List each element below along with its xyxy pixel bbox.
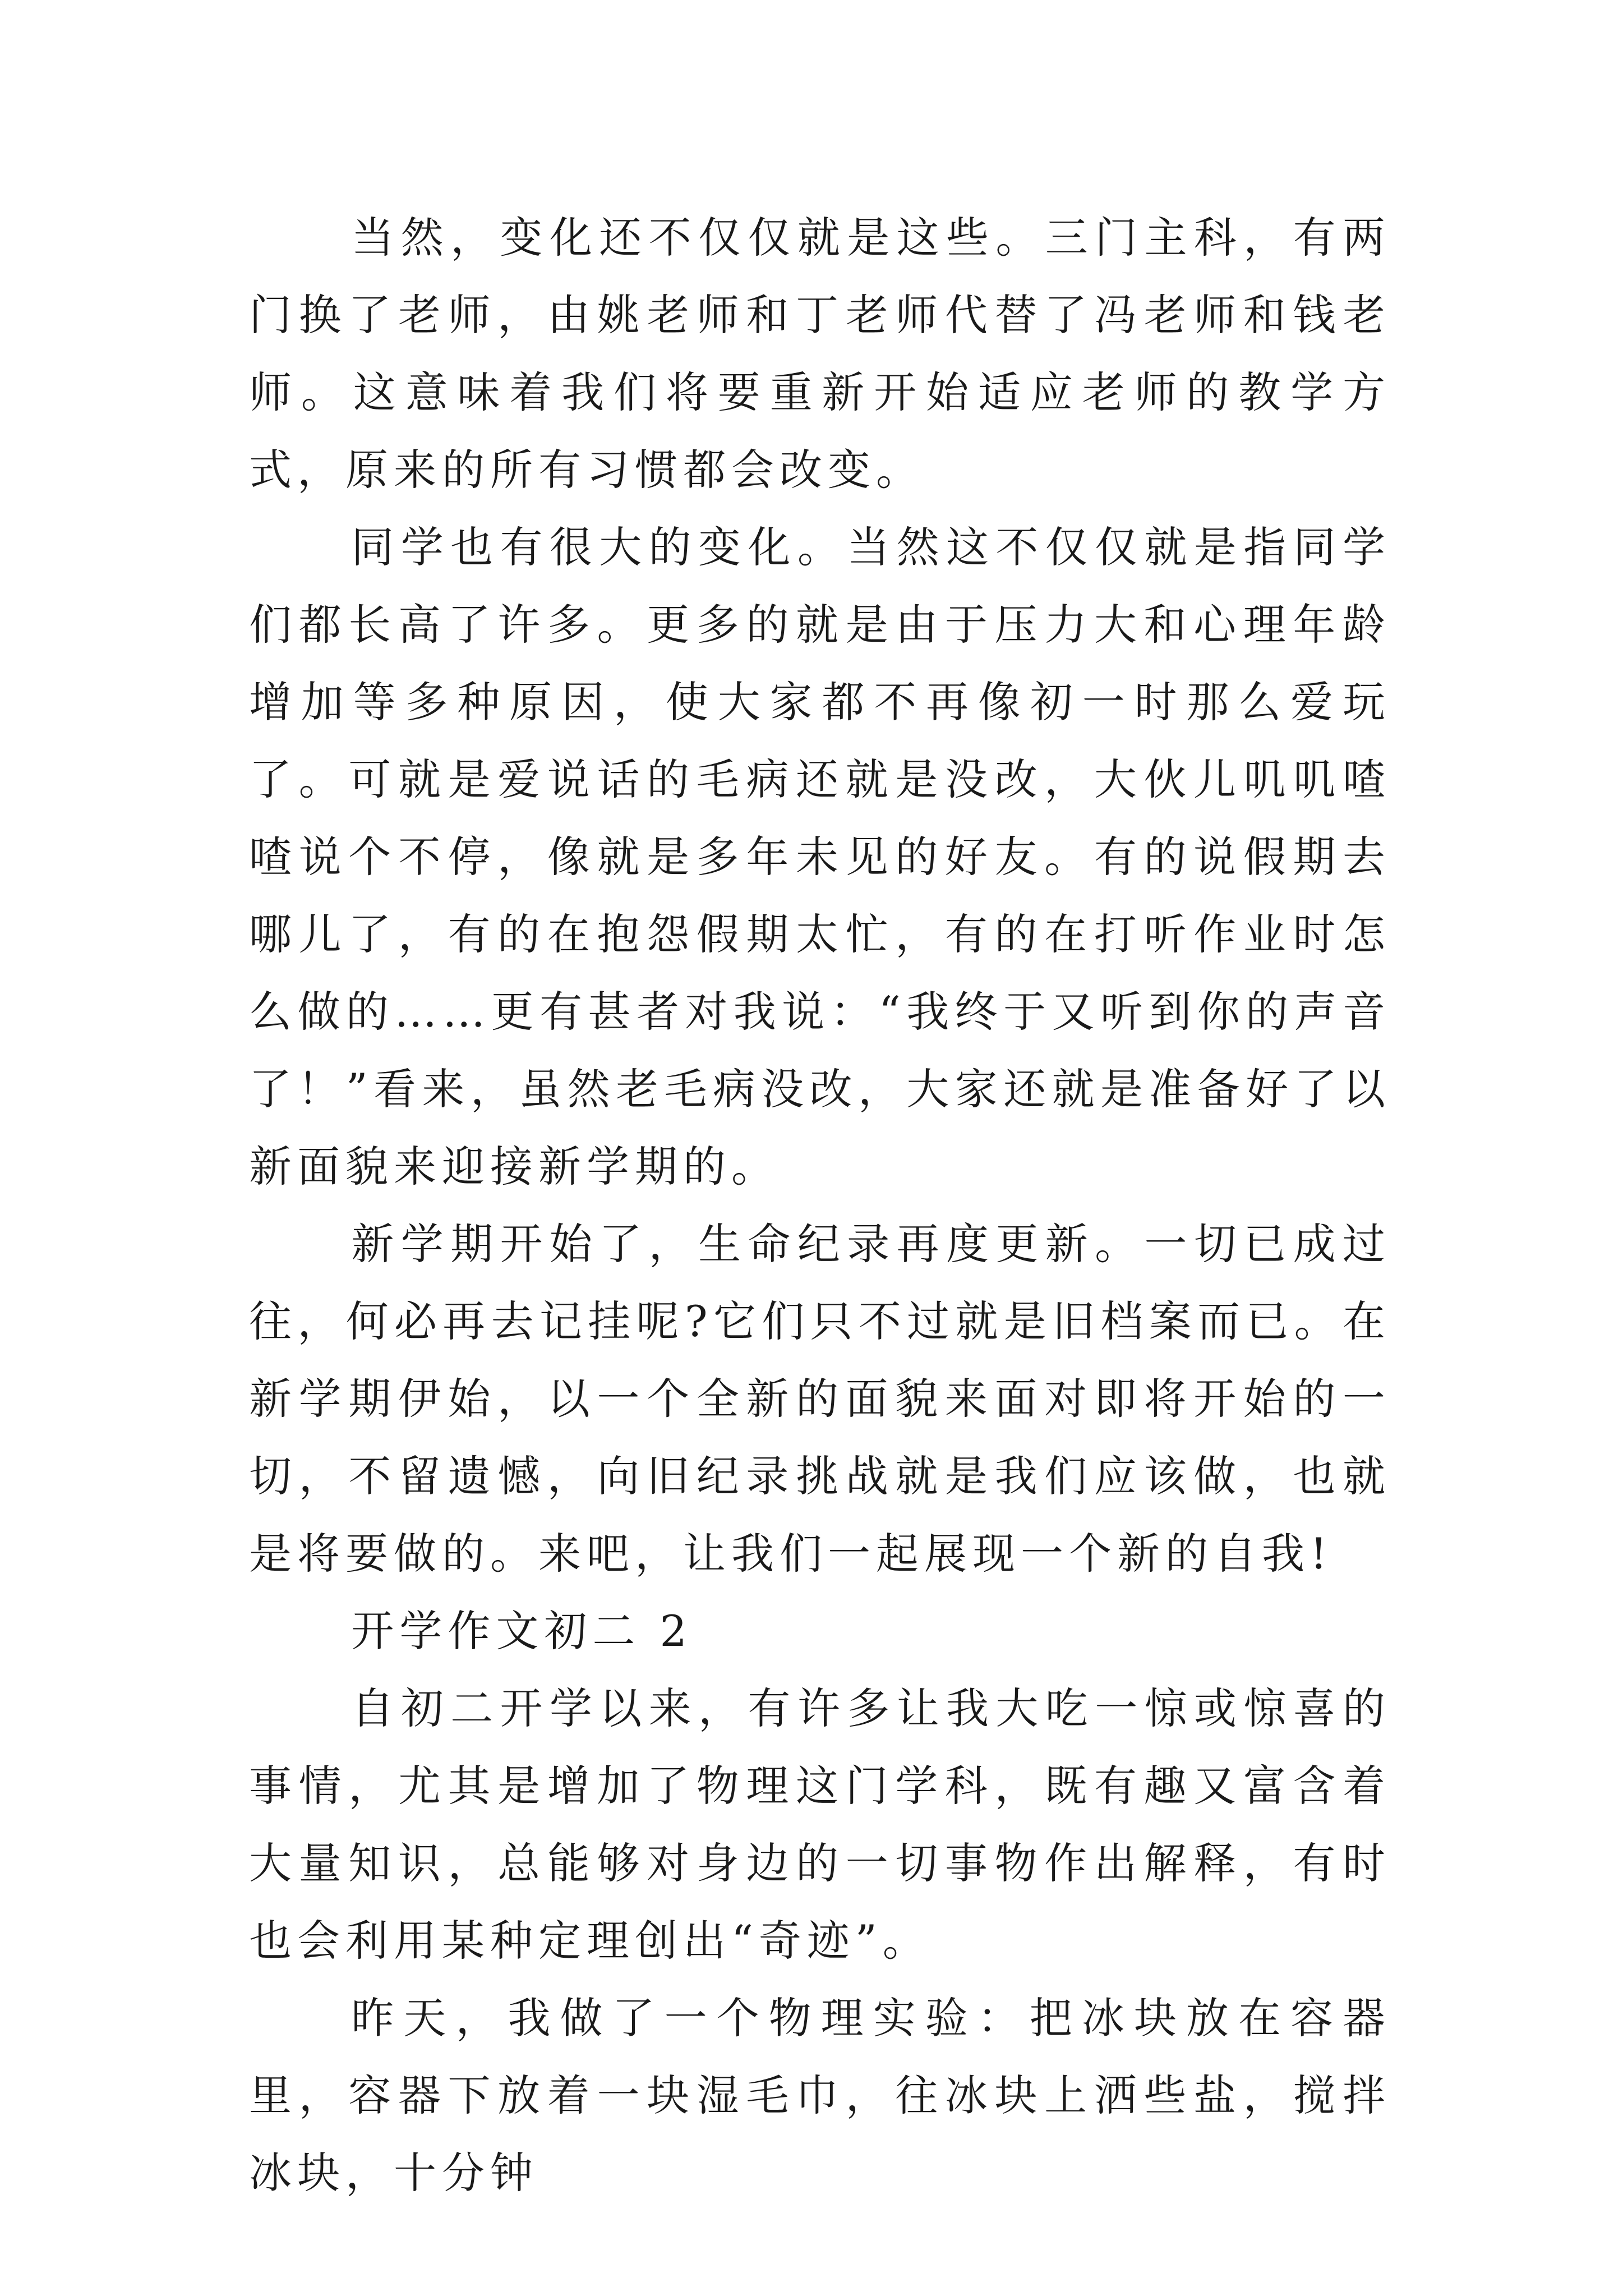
paragraph: 昨天，我做了一个物理实验：把冰块放在容器里，容器下放着一块湿毛巾，往冰块上洒些盐，搅拌冰块，十分钟 bbox=[249, 1993, 1391, 2198]
document-body bbox=[249, 199, 1391, 2212]
paragraph: 新学期开始了，生命纪录再度更新。一切已成过往，何必再去记挂呢?它们只不过就是旧档案而已。在新学期伊始，以一个全新的面貌来面对即将开始的一切，不留遗憾，向旧纪录挑战就是我们应该做，也就是将要做的。来吧，让我们一起展现一个新的自我! bbox=[249, 1219, 1391, 1579]
paragraph: 当然，变化还不仅仅就是这些。三门主科，有两门换了老师，由姚老师和丁老师代替了冯老师和钱老师。这意味着我们将要重新开始适应老师的教学方式，原来的所有习惯都会改变。 bbox=[249, 213, 1391, 495]
section-title: 开学作文初二 2 bbox=[351, 1606, 693, 1656]
paragraph: 同学也有很大的变化。当然这不仅仅就是指同学们都长高了许多。更多的就是由于压力大和心理年龄增加等多种原因，使大家都不再像初一时那么爱玩了。可就是爱说话的毛病还就是没改，大伙儿叽叽喳喳说个不停，像就是多年未见的好友。有的说假期去哪儿了，有的在抱怨假期太忙，有的在打听作业时怎么做的……更有甚者对我说：“我终于又听到你的声音了！”看来，虽然老毛病没改，大家还就是准备好了以新面貌来迎接新学期的。 bbox=[249, 522, 1391, 1191]
paragraph: 自初二开学以来，有许多让我大吃一惊或惊喜的事情，尤其是增加了物理这门学科，既有趣又富含着大量知识，总能够对身边的一切事物作出解释，有时也会利用某种定理创出“奇迹”。 bbox=[249, 1683, 1391, 1966]
